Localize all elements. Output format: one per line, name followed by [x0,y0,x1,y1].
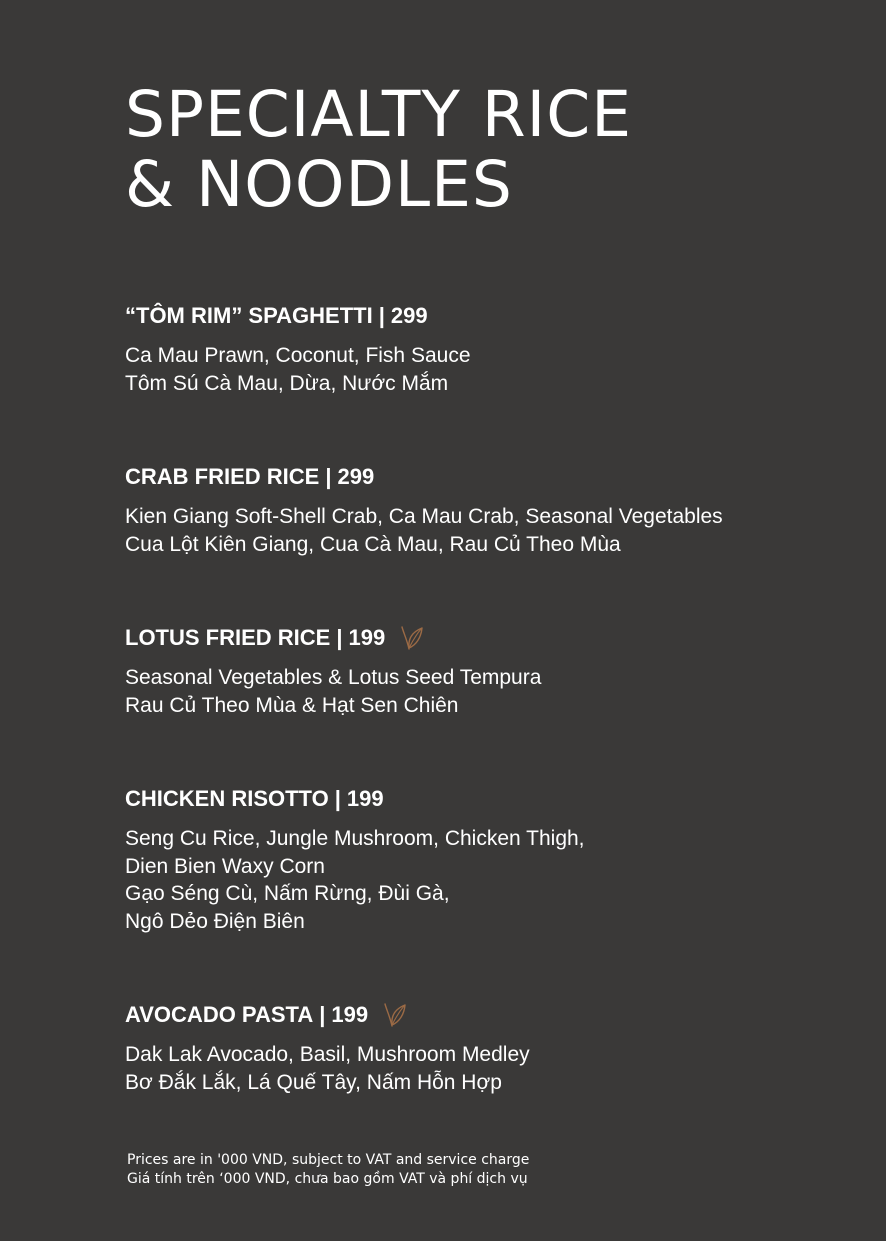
menu-item-description [125,503,845,558]
menu-item-heading [125,781,845,817]
menu-item-description [125,1041,845,1096]
menu-item-name: CHICKEN RISOTTO [125,786,329,811]
price-note-english: Prices are in '000 VND, subject to VAT and service charge [127,1152,530,1168]
description-vietnamese-line-1: Gạo Séng Cù, Nấm Rừng, Đùi Gà, [125,882,450,905]
menu-item-heading [125,298,845,334]
price-separator: | [334,786,341,811]
menu-item-name: “TÔM RIM” SPAGHETTI [125,303,373,328]
description-vietnamese: Tôm Sú Cà Mau, Dừa, Nước Mắm [125,371,449,395]
description-english-line-1: Seng Cu Rice, Jungle Mushroom, Chicken Thigh, [125,827,585,850]
description-english: Ca Mau Prawn, Coconut, Fish Sauce [125,344,471,367]
menu-list [125,298,845,1158]
menu-item-name: AVOCADO PASTA [125,1002,314,1027]
menu-item-avocado-pasta [125,997,845,1096]
menu-item-price: 199 [331,1002,369,1027]
price-separator: | [378,303,385,328]
description-vietnamese: Bơ Đắk Lắk, Lá Quế Tây, Nấm Hỗn Hợp [125,1070,502,1094]
page-title [125,80,632,220]
menu-item-description [125,825,845,935]
menu-item-name: LOTUS FRIED RICE [125,625,331,650]
menu-item-tom-rim-spaghetti [125,298,845,397]
menu-item-description [125,342,845,397]
menu-item-name: CRAB FRIED RICE [125,464,320,489]
price-separator: | [325,464,332,489]
leaf-icon [397,624,425,652]
menu-item-heading [125,459,845,495]
menu-item-price: 199 [348,625,386,650]
description-vietnamese-line-2: Ngô Dẻo Điện Biên [125,909,305,933]
price-note [127,1151,529,1189]
leaf-icon [380,1001,408,1029]
menu-item-price: 299 [337,464,375,489]
menu-item-heading [125,620,845,656]
description-english: Seasonal Vegetables & Lotus Seed Tempura [125,666,542,689]
description-english: Kien Giang Soft-Shell Crab, Ca Mau Crab, Seasonal Vegetables [125,505,723,528]
menu-item-lotus-fried-rice [125,620,845,719]
menu-item-description [125,664,845,719]
menu-item-crab-fried-rice [125,459,845,558]
menu-item-price: 299 [390,303,428,328]
description-english-line-2: Dien Bien Waxy Corn [125,854,325,878]
description-english: Dak Lak Avocado, Basil, Mushroom Medley [125,1043,530,1066]
menu-item-heading [125,997,845,1033]
description-vietnamese: Cua Lột Kiên Giang, Cua Cà Mau, Rau Củ Theo Mùa [125,532,621,556]
menu-item-price: 199 [346,786,384,811]
page-title-line-1: SPECIALTY RICE [125,78,633,151]
page-title-line-2: & NOODLES [125,148,513,221]
description-vietnamese: Rau Củ Theo Mùa & Hạt Sen Chiên [125,693,459,717]
price-separator: | [336,625,343,650]
price-separator: | [319,1002,326,1027]
menu-item-chicken-risotto [125,781,845,935]
price-note-vietnamese: Giá tính trên ‘000 VND, chưa bao gồm VAT và phí dịch vụ [127,1171,528,1187]
